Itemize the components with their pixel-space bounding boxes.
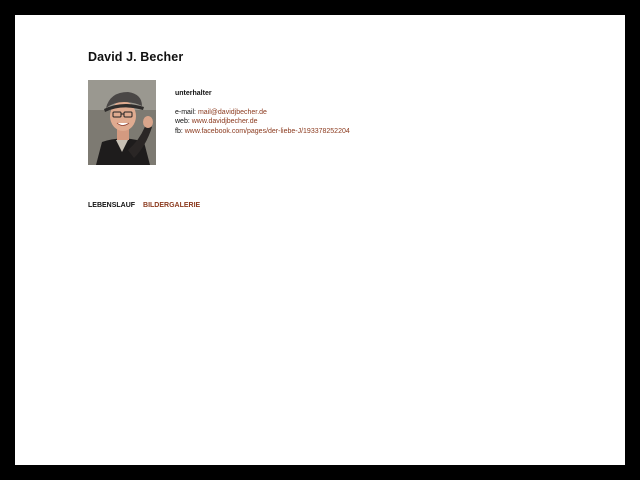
- profile-photo: [88, 80, 156, 165]
- page-title: David J. Becher: [88, 50, 184, 64]
- nav-bildergalerie[interactable]: BILDERGALERIE: [143, 202, 201, 209]
- fb-label: fb:: [175, 127, 183, 135]
- nav-lebenslauf[interactable]: LEBENSLAUF: [88, 202, 136, 209]
- profile-role: unterhalter: [175, 90, 212, 97]
- fb-link[interactable]: www.facebook.com/pages/der-liebe-J/193378252204: [184, 127, 350, 135]
- email-label: e-mail:: [175, 108, 197, 116]
- web-line: [175, 117, 350, 127]
- email-line: [175, 108, 350, 118]
- web-link[interactable]: www.davidjbecher.de: [191, 118, 258, 125]
- section-nav: [88, 202, 200, 209]
- fb-line: [175, 127, 350, 137]
- web-label: web:: [175, 118, 190, 125]
- page: [15, 15, 625, 465]
- email-link[interactable]: mail@davidjbecher.de: [197, 108, 267, 116]
- profile-info: [175, 89, 350, 136]
